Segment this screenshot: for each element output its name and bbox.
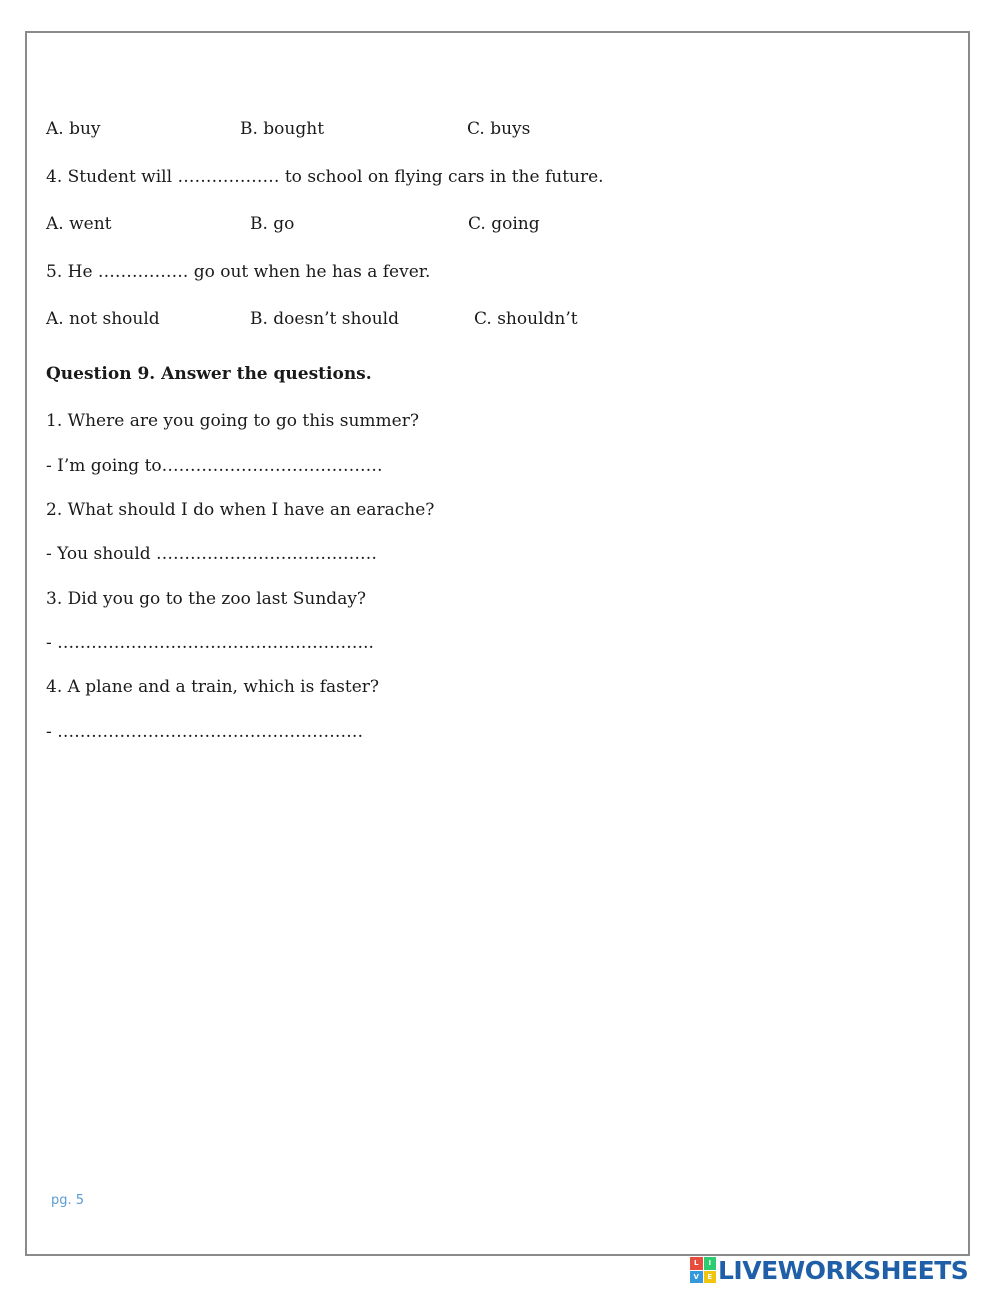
q5-option-b: B. doesn’t should [250, 309, 399, 329]
q4-option-b: B. go [250, 214, 295, 234]
q9-question-2: 2. What should I do when I have an earache? [46, 500, 435, 520]
q9-question-3: 3. Did you go to the zoo last Sunday? [46, 589, 367, 609]
logo-letter-e: E [704, 1271, 717, 1284]
q5-option-c: C. shouldn’t [474, 309, 578, 329]
page-number: pg. 5 [51, 1193, 85, 1208]
q4-option-a: A. went [46, 214, 112, 234]
brand-logo-icon [690, 1257, 716, 1283]
logo-letter-l: L [690, 1257, 703, 1270]
q9-answer-4[interactable]: - ……………………………………………… [46, 722, 364, 742]
q9-answer-2[interactable]: - You should ………………………………… [46, 544, 378, 564]
q4-option-c: C. going [468, 214, 540, 234]
logo-letter-i: I [704, 1257, 717, 1270]
q3-option-c: C. buys [467, 119, 531, 139]
q4-text: 4. Student will ……………… to school on flying cars in the future. [46, 167, 604, 187]
q9-question-4: 4. A plane and a train, which is faster? [46, 677, 380, 697]
q9-answer-3[interactable]: - ……………………………………………….. [46, 633, 374, 653]
q3-option-a: A. buy [46, 119, 101, 139]
logo-letter-v: V [690, 1271, 703, 1284]
q9-answer-1[interactable]: - I’m going to………………………………… [46, 456, 383, 476]
q5-text: 5. He ……………. go out when he has a fever. [46, 262, 431, 282]
q3-option-b: B. bought [240, 119, 325, 139]
q9-question-1: 1. Where are you going to go this summer? [46, 411, 419, 431]
question9-heading: Question 9. Answer the questions. [46, 364, 372, 384]
liveworksheets-logo [690, 1255, 995, 1285]
brand-name: LIVEWORKSHEETS [718, 1255, 969, 1285]
q5-option-a: A. not should [46, 309, 160, 329]
